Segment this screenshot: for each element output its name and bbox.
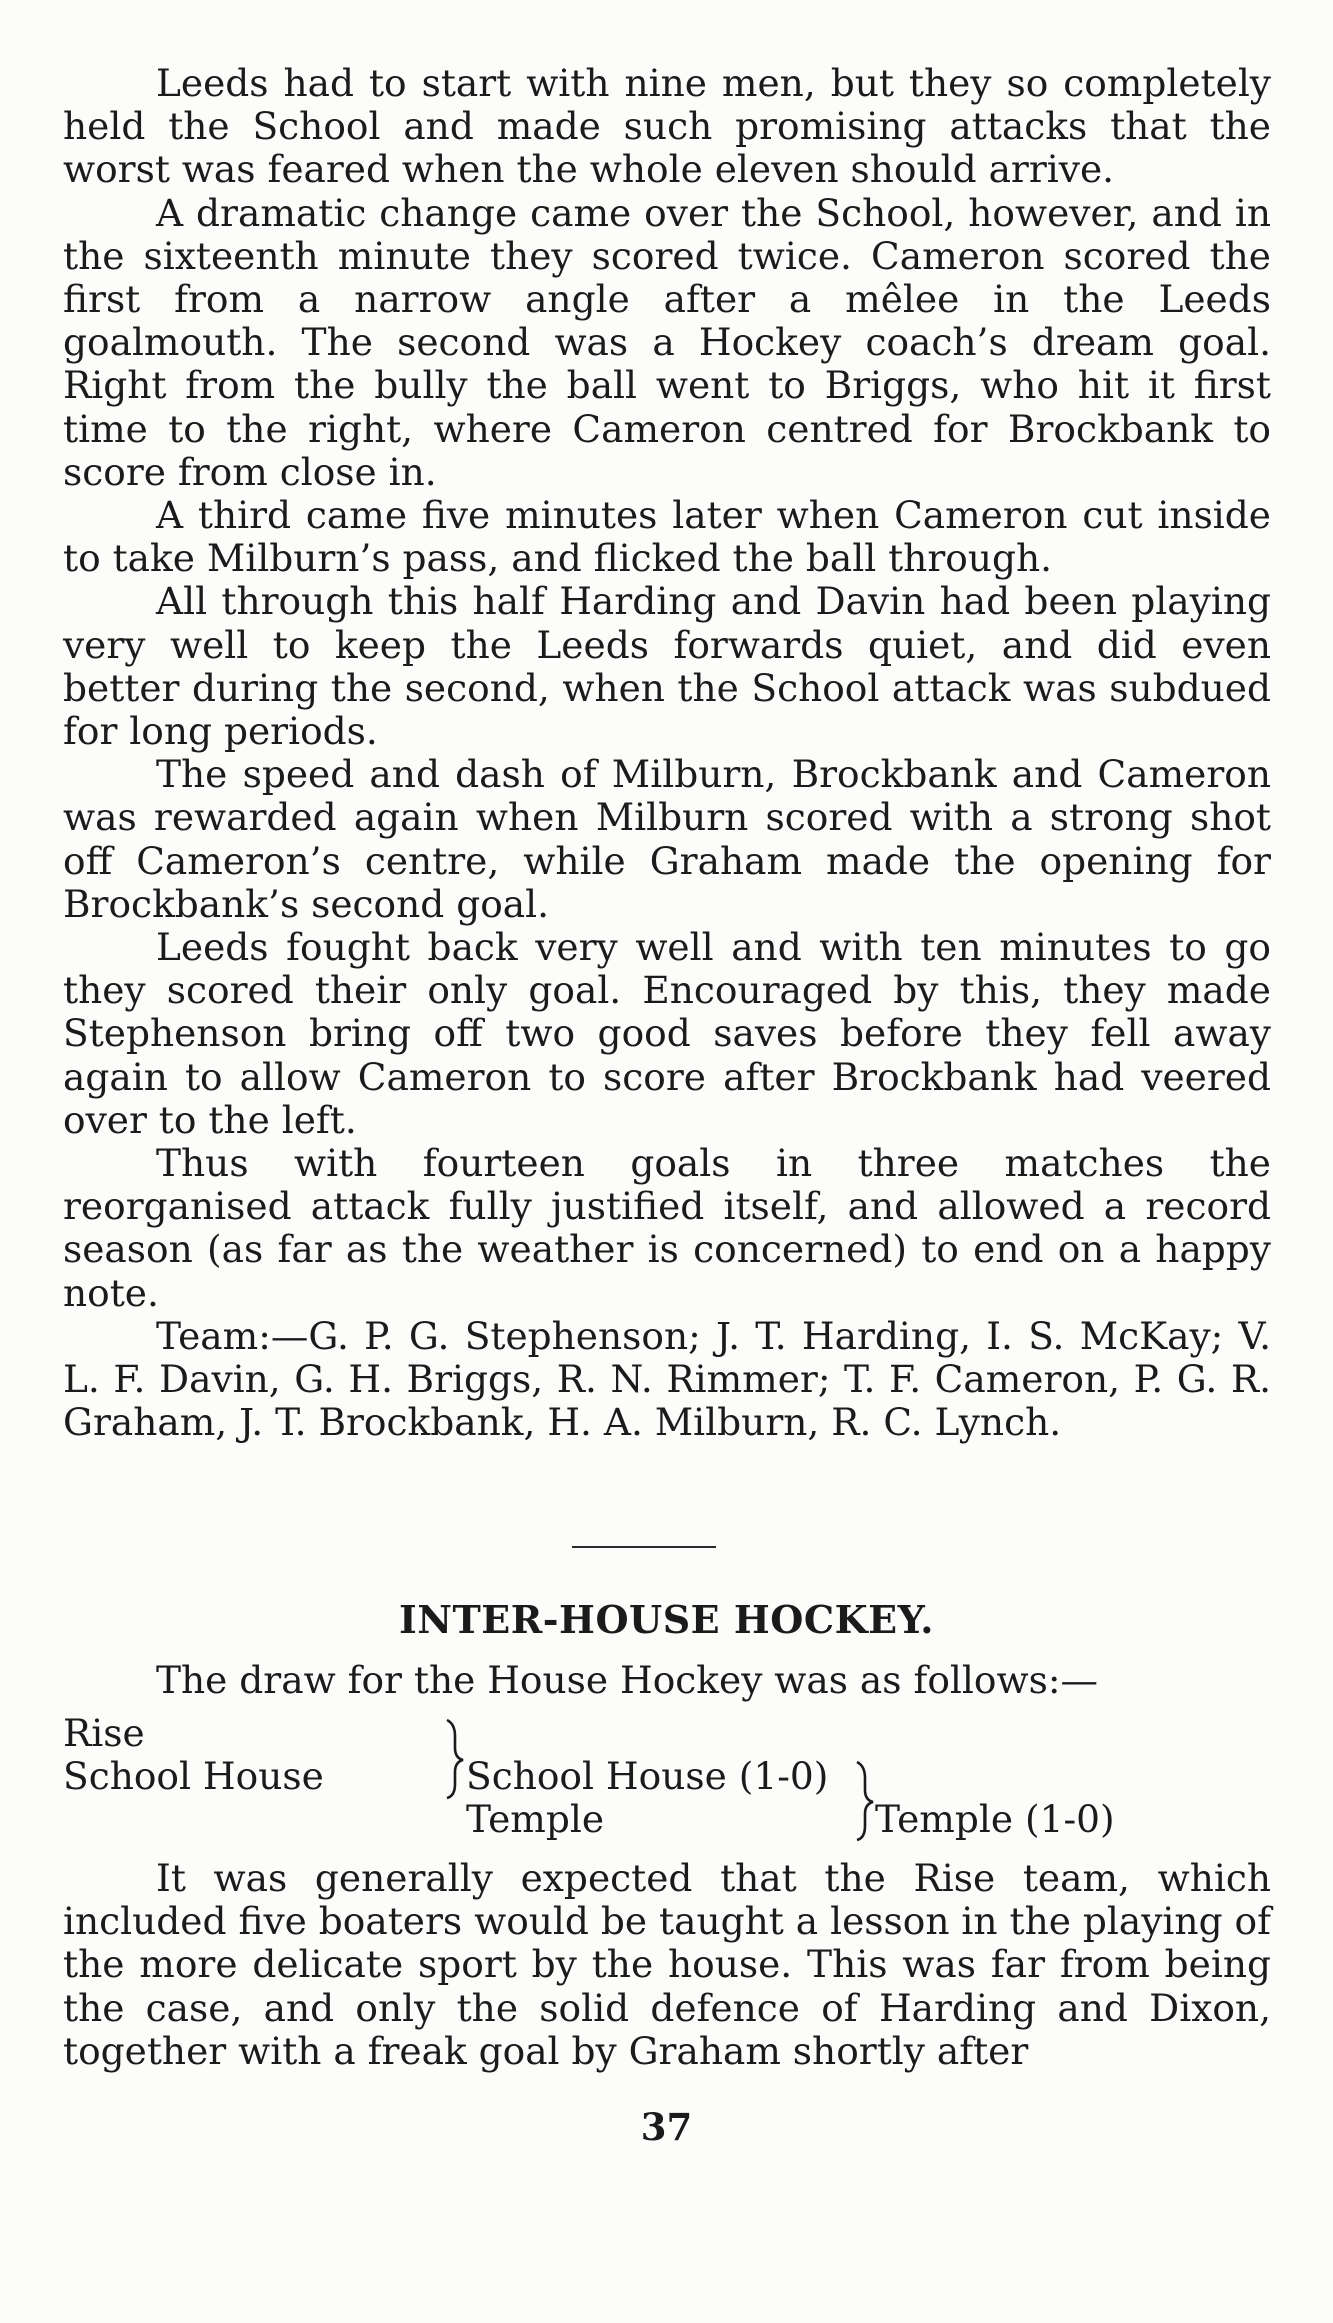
bracket-team-rise: Rise <box>63 1711 145 1755</box>
bracket-brace-icon <box>851 1758 877 1842</box>
paragraph: Leeds had to start with nine men, but they so completely held the School and made such promising attacks that the worst was feared when the whole eleven should arrive. <box>63 61 1271 192</box>
paragraph: A third came five minutes later when Cameron cut inside to take Milburn’s pass, and flicked the ball through. <box>63 493 1271 581</box>
paragraph: All through this half Harding and Davin had been playing very well to keep the Leeds forwards quiet, and did even better during the second, when the School attack was subdued for long periods. <box>63 579 1271 754</box>
paragraph: A dramatic change came over the School, however, and in the sixteenth minute they scored twice. Cameron scored the first from a narrow angle after a mêlee in the Leeds goalmouth. The second was a Hockey coach’s dream goal. Right from the bully the ball went to Briggs, who hit it first time to the right, where Cameron centred for Brockbank to score from close in. <box>63 190 1271 494</box>
bracket-round1-winner: School House (1-0) <box>466 1754 829 1798</box>
paragraph: Leeds fought back very well and with ten minutes to go they scored their only goal. Encouraged by this, they made Stephenson bring off two good saves before they fell away again to allow Cameron to score after Brockbank had veered over to the left. <box>63 925 1271 1142</box>
draw-intro: The draw for the House Hockey was as follows:— <box>156 1658 1098 1702</box>
bracket-team-school-house: School House <box>63 1754 324 1798</box>
bracket-brace-icon <box>441 1716 467 1800</box>
paragraph: Thus with fourteen goals in three matches the reorganised attack fully justified itself, and allowed a record season (as far as the weather is concerned) to end on a happy note. <box>63 1141 1271 1315</box>
paragraph: It was generally expected that the Rise team, which included five boaters would be taught a lesson in the playing of the more delicate sport by the house. This was far from being the case, and only the solid defence of Harding and Dixon, together with a freak goal by Graham shortly after <box>63 1856 1271 2073</box>
bracket-final-winner: Temple (1-0) <box>875 1797 1115 1841</box>
draw-bracket <box>63 1712 1271 1842</box>
match-report <box>63 62 1271 1445</box>
team-list: Team:—G. P. G. Stephenson; J. T. Harding, I. S. McKay; V. L. F. Davin, G. H. Briggs, R. N. Rimmer; T. F. Cameron, P. G. R. Graham, J. T. Brockbank, H. A. Milburn, R. C. Lynch. <box>63 1313 1271 1445</box>
bracket-team-temple: Temple <box>466 1797 605 1841</box>
inter-house-report <box>63 1857 1271 2073</box>
paragraph: The speed and dash of Milburn, Brockbank and Cameron was rewarded again when Milburn scored with a strong shot off Cameron’s centre, while Graham made the opening for Brockbank’s second goal. <box>63 752 1271 926</box>
draw-intro-block <box>63 1659 1271 1702</box>
section-heading: INTER-HOUSE HOCKEY. <box>398 1597 935 1642</box>
section-divider <box>572 1546 716 1548</box>
page-number: 37 <box>640 2105 693 2149</box>
